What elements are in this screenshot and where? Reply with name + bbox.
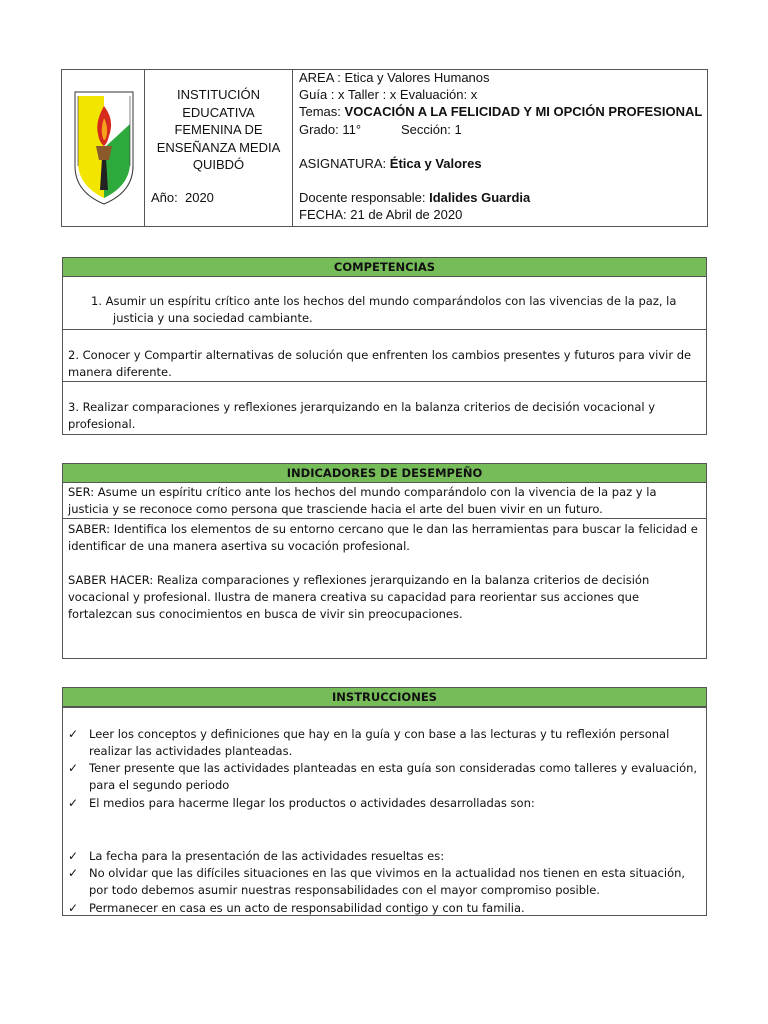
grado: Grado: 11° xyxy=(299,122,362,137)
checkmark-icon: ✓ xyxy=(68,727,79,741)
checkmark-icon: ✓ xyxy=(68,796,79,810)
asignatura: ASIGNATURA: Ética y Valores xyxy=(299,156,482,171)
indicador-saber: SABER: Identifica los elementos de su entorno cercano que le dan las herramientas para buscar la felicidad e identificar de una manera asertiva su vocación profesional. xyxy=(63,518,706,570)
indicador-ser: SER: Asume un espíritu crítico ante los hechos del mundo comparándolo con la vivencia de la paz y la justicia y se reconoce como persona que trasciende hacia el arte del buen vivir en un futuro. xyxy=(68,485,657,516)
indicadores-title: INDICADORES DE DESEMPEÑO xyxy=(63,464,706,483)
competencia-item: 1. Asumir un espíritu crítico ante los hechos del mundo comparándolos con las vivencias de la paz, la justicia y una sociedad cambiante. xyxy=(91,294,677,325)
fecha: FECHA: 21 de Abril de 2020 xyxy=(299,207,463,222)
area: AREA : Etica y Valores Humanos xyxy=(299,70,490,85)
checkmark-icon: ✓ xyxy=(68,901,79,915)
instrucciones-section xyxy=(62,687,707,916)
competencia-item: 3. Realizar comparaciones y reflexiones jerarquizando en la balanza criterios de decisión vocacional y profesional. xyxy=(63,381,706,434)
seccion: Sección: 1 xyxy=(401,122,462,137)
indicador-saber-hacer: SABER HACER: Realiza comparaciones y reflexiones jerarquizando en la balanza criterios de decisión vocacional y profesional. Ilustra de manera creativa su capacidad para reorientar sus acciones que fortalezcan sus conocimientos en busca de vivir sin preocupaciones. xyxy=(68,573,650,621)
instrucciones-list: ✓ Leer los conceptos y definiciones que hay en la guía y con base a las lecturas y tu reflexión personal realizar las actividades planteadas. ✓ Tener presente que las actividades planteadas en esta guía son consideradas como talleres y evaluación, para el segundo periodo ✓ El medios para hacerme llegar los productos o actividades desarrolladas son: ✓ La fecha para la presentación de las actividades resueltas es: ✓ No olvidar que las difíciles situaciones en las que vivimos en la actualidad nos tienen en esta situación, por todo debemos asumir nuestras responsabilidades con el mayor compromiso posible. ✓ Permanecer en casa es un acto de responsabilidad contigo y con tu familia. xyxy=(63,707,706,915)
checkmark-icon: ✓ xyxy=(68,761,79,775)
guia-line: Guía : x Taller : x Evaluación: x xyxy=(299,87,478,102)
info-cell xyxy=(293,70,707,226)
competencias-title: COMPETENCIAS xyxy=(63,258,706,277)
institution-cell xyxy=(145,70,293,226)
temas: Temas: VOCACIÓN A LA FELICIDAD Y MI OPCIÓN PROFESIONAL xyxy=(299,104,703,119)
header-table xyxy=(61,69,708,227)
checkmark-icon: ✓ xyxy=(68,849,79,863)
indicadores-section xyxy=(62,463,707,659)
institution-name: INSTITUCIÓN EDUCATIVA FEMENINA DE ENSEÑANZA MEDIA QUIBDÓ xyxy=(156,87,281,172)
docente: Docente responsable: Idalides Guardia xyxy=(299,190,531,205)
logo-cell xyxy=(62,70,145,226)
competencia-item: 2. Conocer y Compartir alternativas de solución que enfrenten los cambios presentes y futuros para vivir de manera diferente. xyxy=(63,329,706,381)
school-crest-logo xyxy=(69,88,139,206)
checkmark-icon: ✓ xyxy=(68,866,79,880)
competencias-section xyxy=(62,257,707,435)
instrucciones-title: INSTRUCCIONES xyxy=(63,688,706,707)
year: Año: 2020 xyxy=(151,190,214,205)
